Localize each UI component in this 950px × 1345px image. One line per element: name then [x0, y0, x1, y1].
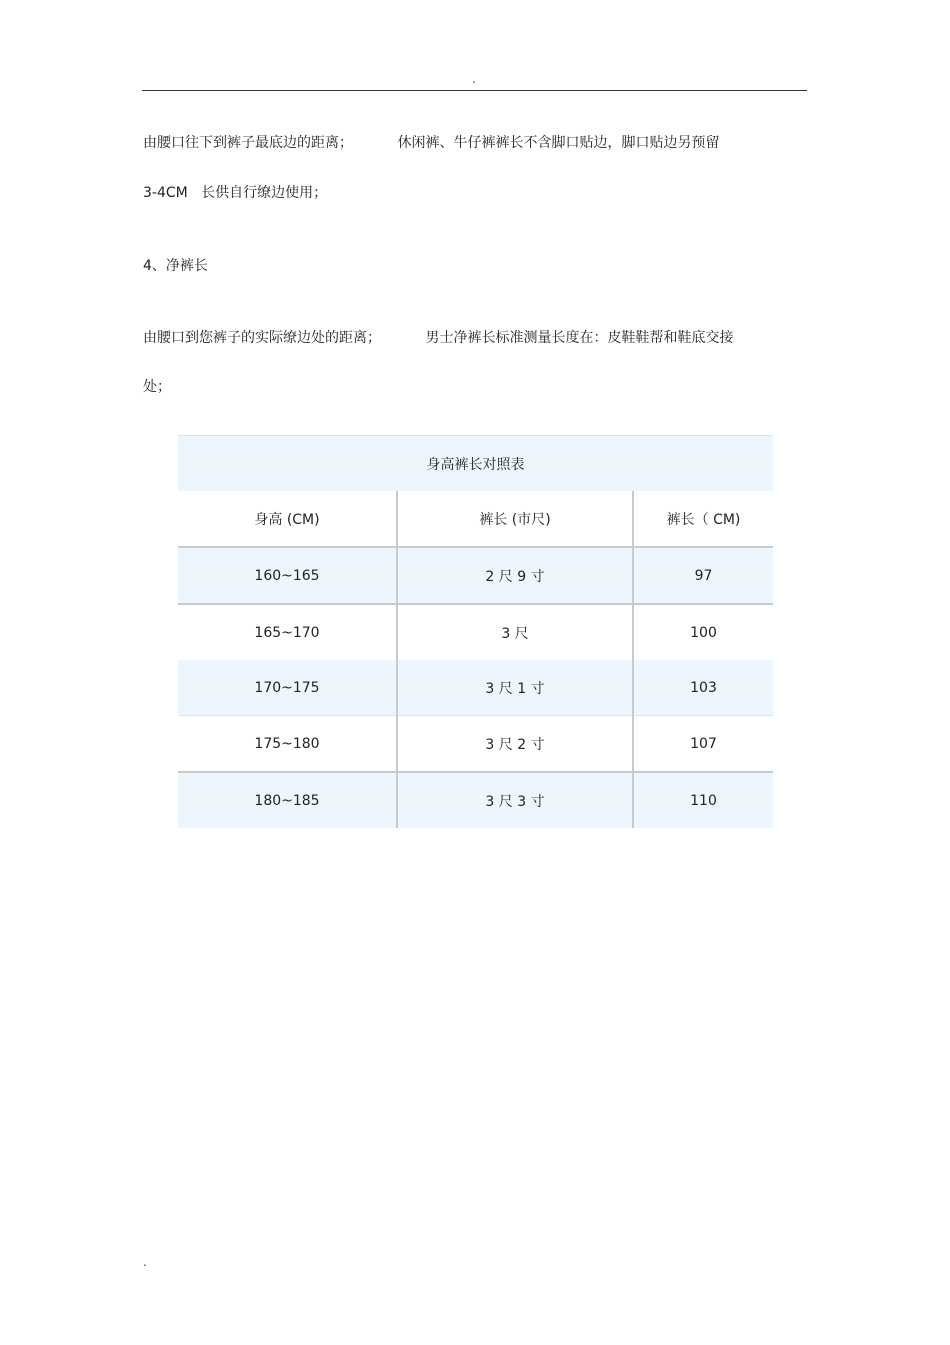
cell-height: 165~170 — [178, 604, 397, 660]
height-length-table — [178, 435, 773, 828]
cell-length-cm: 97 — [633, 547, 773, 604]
header-mark: . — [472, 72, 476, 86]
column-header-height: 身高 (CM) — [178, 491, 397, 547]
table-row — [178, 660, 773, 716]
paragraph-pants-length-description: 由腰口往下到裤子最底边的距离； 休闲裤、牛仔裤裤长不含脚口贴边，脚口贴边另预留 — [143, 135, 720, 151]
cell-height: 160~165 — [178, 547, 397, 604]
cell-length-chi: 3 尺 — [397, 604, 633, 660]
column-header-length-cm: 裤长（ CM) — [633, 491, 773, 547]
header-rule — [142, 90, 807, 91]
cell-length-chi: 2 尺 9 寸 — [397, 547, 633, 604]
table-row — [178, 716, 773, 773]
cell-length-cm: 100 — [633, 604, 773, 660]
table-caption: 身高裤长对照表 — [178, 436, 773, 492]
paragraph-hem-allowance: 3-4CM 长供自行缭边使用； — [143, 185, 328, 201]
cell-length-cm: 107 — [633, 716, 773, 773]
table-header-row — [178, 491, 773, 547]
table-caption-row — [178, 436, 773, 492]
cell-length-chi: 3 尺 2 寸 — [397, 716, 633, 773]
table-row — [178, 772, 773, 828]
section-heading-net-length: 4、净裤长 — [143, 258, 208, 274]
cell-length-chi: 3 尺 1 寸 — [397, 660, 633, 716]
paragraph-net-length-description: 由腰口到您裤子的实际缭边处的距离； 男士净裤长标准测量长度在：皮鞋鞋帮和鞋底交接 — [143, 330, 734, 346]
paragraph-net-length-continuation: 处； — [143, 379, 171, 395]
table-row — [178, 547, 773, 604]
cell-length-cm: 103 — [633, 660, 773, 716]
column-header-length-chi: 裤长 (市尺) — [397, 491, 633, 547]
footer-mark: . — [143, 1255, 147, 1269]
cell-height: 175~180 — [178, 716, 397, 773]
cell-height: 180~185 — [178, 772, 397, 828]
table-row — [178, 604, 773, 660]
cell-length-cm: 110 — [633, 772, 773, 828]
cell-height: 170~175 — [178, 660, 397, 716]
cell-length-chi: 3 尺 3 寸 — [397, 772, 633, 828]
